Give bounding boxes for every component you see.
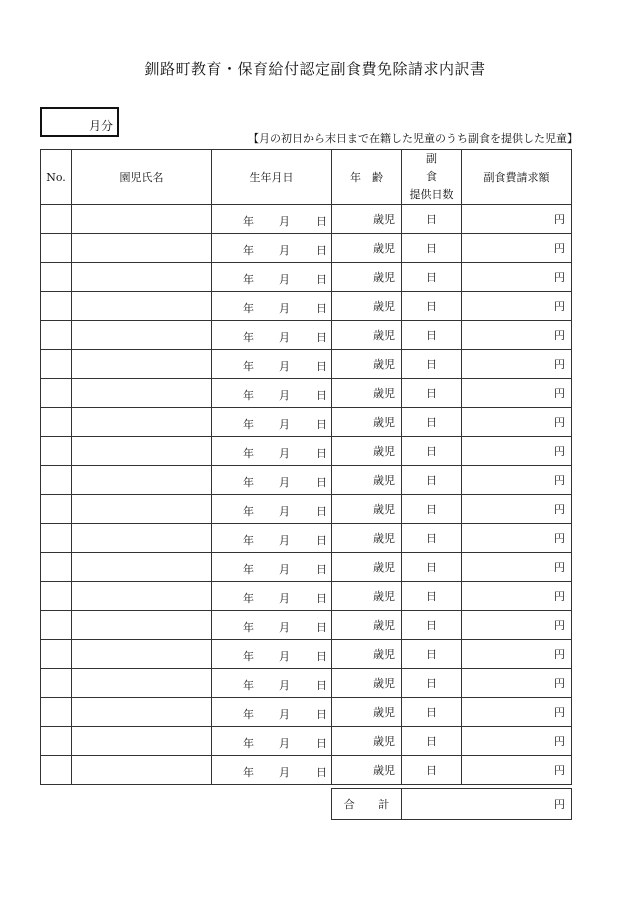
row-no-cell[interactable] [41,205,72,234]
table-row [41,698,572,727]
amount-cell[interactable] [462,234,572,263]
child-name-cell[interactable] [72,524,212,553]
table-body [41,205,572,785]
amount-cell[interactable] [462,495,572,524]
header-days-line1: 副 食 [426,152,464,183]
days-unit: 日 [426,474,437,487]
yen-unit: 円 [554,706,565,719]
year-unit: 年 [243,563,254,576]
year-unit: 年 [243,389,254,402]
days-cell[interactable] [402,727,462,756]
month-unit: 月 [279,447,290,460]
dob-cell[interactable] [212,611,332,640]
days-cell[interactable] [402,205,462,234]
year-unit: 年 [243,737,254,750]
days-unit: 日 [426,358,437,371]
age-unit: 歳児 [373,735,395,748]
day-unit: 日 [316,534,327,547]
day-unit: 日 [316,215,327,228]
row-no-cell[interactable] [41,495,72,524]
age-cell[interactable] [332,321,402,350]
row-no-cell[interactable] [41,640,72,669]
yen-unit: 円 [554,213,565,226]
dob-cell[interactable] [212,466,332,495]
table-row [41,292,572,321]
row-no-cell[interactable] [41,408,72,437]
row-no-cell[interactable] [41,611,72,640]
age-cell[interactable] [332,263,402,292]
row-no-cell[interactable] [41,437,72,466]
month-unit: 月 [279,679,290,692]
month-unit: 月 [279,302,290,315]
child-name-cell[interactable] [72,582,212,611]
dob-cell[interactable] [212,640,332,669]
table-row [41,640,572,669]
days-cell[interactable] [402,263,462,292]
age-cell[interactable] [332,669,402,698]
age-cell[interactable] [332,495,402,524]
age-unit: 歳児 [373,474,395,487]
year-unit: 年 [243,476,254,489]
child-name-cell[interactable] [72,263,212,292]
amount-cell[interactable] [462,756,572,785]
days-unit: 日 [426,648,437,661]
month-unit: 月 [279,505,290,518]
age-unit: 歳児 [373,387,395,400]
amount-cell[interactable] [462,205,572,234]
days-unit: 日 [426,416,437,429]
age-unit: 歳児 [373,648,395,661]
amount-cell[interactable] [462,437,572,466]
row-no-cell[interactable] [41,292,72,321]
table-row [41,321,572,350]
amount-cell[interactable] [462,379,572,408]
child-name-cell[interactable] [72,669,212,698]
header-no: No. [41,150,72,205]
yen-unit: 円 [554,242,565,255]
child-name-cell[interactable] [72,379,212,408]
yen-unit: 円 [554,416,565,429]
amount-cell[interactable] [462,553,572,582]
day-unit: 日 [316,331,327,344]
day-unit: 日 [316,273,327,286]
row-no-cell[interactable] [41,263,72,292]
dob-cell[interactable] [212,756,332,785]
document-title: 釧路町教育・保育給付認定副食費免除請求内訳書 [144,60,486,78]
row-no-cell[interactable] [41,379,72,408]
age-cell[interactable] [332,466,402,495]
age-cell[interactable] [332,756,402,785]
month-unit: 月 [279,563,290,576]
age-cell[interactable] [332,611,402,640]
amount-cell[interactable] [462,698,572,727]
day-unit: 日 [316,737,327,750]
amount-cell[interactable] [462,669,572,698]
month-unit: 月 [279,650,290,663]
age-cell[interactable] [332,408,402,437]
table-header-row [41,150,572,205]
dob-cell[interactable] [212,321,332,350]
total-table [331,788,572,820]
days-unit: 日 [426,271,437,284]
table-row [41,350,572,379]
age-unit: 歳児 [373,677,395,690]
days-cell[interactable] [402,466,462,495]
month-unit: 月 [279,592,290,605]
table-row [41,582,572,611]
table-row [41,437,572,466]
month-field[interactable] [40,107,119,137]
month-unit: 月 [279,244,290,257]
child-name-cell[interactable] [72,727,212,756]
age-unit: 歳児 [373,706,395,719]
amount-cell[interactable] [462,611,572,640]
day-unit: 日 [316,563,327,576]
age-unit: 歳児 [373,619,395,632]
days-cell[interactable] [402,553,462,582]
month-unit: 月 [279,273,290,286]
age-cell[interactable] [332,553,402,582]
days-cell[interactable] [402,350,462,379]
yen-unit: 円 [554,735,565,748]
row-no-cell[interactable] [41,582,72,611]
age-unit: 歳児 [373,300,395,313]
dob-cell[interactable] [212,495,332,524]
dob-cell[interactable] [212,698,332,727]
age-cell[interactable] [332,698,402,727]
table-row [41,669,572,698]
table-row [41,234,572,263]
row-no-cell[interactable] [41,669,72,698]
yen-unit: 円 [554,300,565,313]
day-unit: 日 [316,447,327,460]
days-unit: 日 [426,532,437,545]
child-name-cell[interactable] [72,698,212,727]
day-unit: 日 [316,766,327,779]
days-unit: 日 [426,619,437,632]
days-cell[interactable] [402,669,462,698]
days-cell[interactable] [402,582,462,611]
days-unit: 日 [426,503,437,516]
age-unit: 歳児 [373,416,395,429]
yen-unit: 円 [554,619,565,632]
days-unit: 日 [426,735,437,748]
table-row [41,756,572,785]
age-cell[interactable] [332,205,402,234]
age-unit: 歳児 [373,213,395,226]
day-unit: 日 [316,476,327,489]
age-unit: 歳児 [373,329,395,342]
child-name-cell[interactable] [72,408,212,437]
amount-cell[interactable] [462,292,572,321]
dob-cell[interactable] [212,553,332,582]
table-row [41,727,572,756]
total-label: 合 計 [332,789,402,820]
days-unit: 日 [426,764,437,777]
days-unit: 日 [426,329,437,342]
days-cell[interactable] [402,408,462,437]
child-name-cell[interactable] [72,292,212,321]
age-cell[interactable] [332,582,402,611]
row-no-cell[interactable] [41,466,72,495]
row-no-cell[interactable] [41,350,72,379]
year-unit: 年 [243,708,254,721]
yen-unit: 円 [554,764,565,777]
header-dob: 生年月日 [212,150,332,205]
dob-cell[interactable] [212,437,332,466]
month-unit: 月 [279,215,290,228]
child-name-cell[interactable] [72,205,212,234]
dob-cell[interactable] [212,234,332,263]
age-unit: 歳児 [373,503,395,516]
age-unit: 歳児 [373,445,395,458]
header-name: 園児氏名 [72,150,212,205]
year-unit: 年 [243,592,254,605]
age-unit: 歳児 [373,561,395,574]
table-row [41,205,572,234]
year-unit: 年 [243,244,254,257]
days-cell[interactable] [402,524,462,553]
day-unit: 日 [316,592,327,605]
year-unit: 年 [243,534,254,547]
days-unit: 日 [426,387,437,400]
days-cell[interactable] [402,640,462,669]
yen-unit: 円 [554,648,565,661]
header-amount: 副食費請求額 [462,150,572,205]
yen-unit: 円 [554,561,565,574]
day-unit: 日 [316,679,327,692]
child-name-cell[interactable] [72,466,212,495]
amount-cell[interactable] [462,466,572,495]
year-unit: 年 [243,418,254,431]
dob-cell[interactable] [212,379,332,408]
table-row [41,495,572,524]
yen-unit: 円 [554,503,565,516]
child-name-cell[interactable] [72,553,212,582]
days-unit: 日 [426,590,437,603]
child-name-cell[interactable] [72,350,212,379]
total-row [332,789,572,820]
table-row [41,263,572,292]
year-unit: 年 [243,215,254,228]
day-unit: 日 [316,360,327,373]
days-cell[interactable] [402,321,462,350]
row-no-cell[interactable] [41,727,72,756]
day-unit: 日 [316,302,327,315]
year-unit: 年 [243,447,254,460]
month-unit: 月 [279,476,290,489]
table-row [41,466,572,495]
dob-cell[interactable] [212,524,332,553]
yen-unit: 円 [554,329,565,342]
child-name-cell[interactable] [72,640,212,669]
year-unit: 年 [243,360,254,373]
child-name-cell[interactable] [72,321,212,350]
yen-unit: 円 [554,532,565,545]
amount-cell[interactable] [462,640,572,669]
day-unit: 日 [316,418,327,431]
month-unit: 月 [279,418,290,431]
days-cell[interactable] [402,437,462,466]
age-unit: 歳児 [373,358,395,371]
age-cell[interactable] [332,640,402,669]
amount-cell[interactable] [462,408,572,437]
dob-cell[interactable] [212,582,332,611]
age-cell[interactable] [332,292,402,321]
total-unit: 円 [554,798,565,811]
month-unit: 月 [279,331,290,344]
year-unit: 年 [243,766,254,779]
age-unit: 歳児 [373,242,395,255]
days-unit: 日 [426,677,437,690]
days-cell[interactable] [402,292,462,321]
days-unit: 日 [426,242,437,255]
claim-table [40,149,572,785]
month-unit: 月 [279,360,290,373]
month-label: 月分 [88,119,113,133]
table-row [41,524,572,553]
row-no-cell[interactable] [41,524,72,553]
table-row [41,611,572,640]
yen-unit: 円 [554,358,565,371]
child-name-cell[interactable] [72,234,212,263]
child-name-cell[interactable] [72,611,212,640]
row-no-cell[interactable] [41,321,72,350]
days-unit: 日 [426,445,437,458]
days-cell[interactable] [402,756,462,785]
amount-cell[interactable] [462,321,572,350]
dob-cell[interactable] [212,205,332,234]
days-cell[interactable] [402,611,462,640]
days-cell[interactable] [402,379,462,408]
year-unit: 年 [243,505,254,518]
year-unit: 年 [243,331,254,344]
days-cell[interactable] [402,698,462,727]
dob-cell[interactable] [212,408,332,437]
child-name-cell[interactable] [72,756,212,785]
total-amount-field[interactable] [402,789,572,820]
dob-cell[interactable] [212,263,332,292]
amount-cell[interactable] [462,524,572,553]
year-unit: 年 [243,273,254,286]
header-age: 年 齢 [332,150,402,205]
day-unit: 日 [316,505,327,518]
table-row [41,379,572,408]
yen-unit: 円 [554,677,565,690]
dob-cell[interactable] [212,727,332,756]
age-cell[interactable] [332,437,402,466]
month-unit: 月 [279,708,290,721]
month-unit: 月 [279,621,290,634]
yen-unit: 円 [554,271,565,284]
year-unit: 年 [243,679,254,692]
age-unit: 歳児 [373,271,395,284]
month-unit: 月 [279,389,290,402]
dob-cell[interactable] [212,350,332,379]
amount-cell[interactable] [462,727,572,756]
days-cell[interactable] [402,495,462,524]
age-unit: 歳児 [373,532,395,545]
year-unit: 年 [243,650,254,663]
year-unit: 年 [243,302,254,315]
month-unit: 月 [279,534,290,547]
row-no-cell[interactable] [41,234,72,263]
day-unit: 日 [316,650,327,663]
age-unit: 歳児 [373,764,395,777]
days-unit: 日 [426,561,437,574]
row-no-cell[interactable] [41,756,72,785]
age-cell[interactable] [332,379,402,408]
yen-unit: 円 [554,474,565,487]
child-name-cell[interactable] [72,437,212,466]
age-unit: 歳児 [373,590,395,603]
eligibility-note: 【月の初日から末日まで在籍した児童のうち副食を提供した児童】 [248,132,578,145]
amount-cell[interactable] [462,350,572,379]
row-no-cell[interactable] [41,698,72,727]
child-name-cell[interactable] [72,495,212,524]
yen-unit: 円 [554,445,565,458]
day-unit: 日 [316,708,327,721]
header-days-line2: 提供日数 [409,188,454,201]
days-unit: 日 [426,300,437,313]
table-row [41,553,572,582]
year-unit: 年 [243,621,254,634]
dob-cell[interactable] [212,669,332,698]
amount-cell[interactable] [462,582,572,611]
amount-cell[interactable] [462,263,572,292]
month-unit: 月 [279,737,290,750]
age-cell[interactable] [332,727,402,756]
month-unit: 月 [279,766,290,779]
day-unit: 日 [316,389,327,402]
yen-unit: 円 [554,590,565,603]
age-cell[interactable] [332,350,402,379]
age-cell[interactable] [332,524,402,553]
dob-cell[interactable] [212,292,332,321]
day-unit: 日 [316,244,327,257]
age-cell[interactable] [332,234,402,263]
days-unit: 日 [426,706,437,719]
yen-unit: 円 [554,387,565,400]
row-no-cell[interactable] [41,553,72,582]
days-cell[interactable] [402,234,462,263]
days-unit: 日 [426,213,437,226]
table-row [41,408,572,437]
header-days [402,150,462,205]
day-unit: 日 [316,621,327,634]
